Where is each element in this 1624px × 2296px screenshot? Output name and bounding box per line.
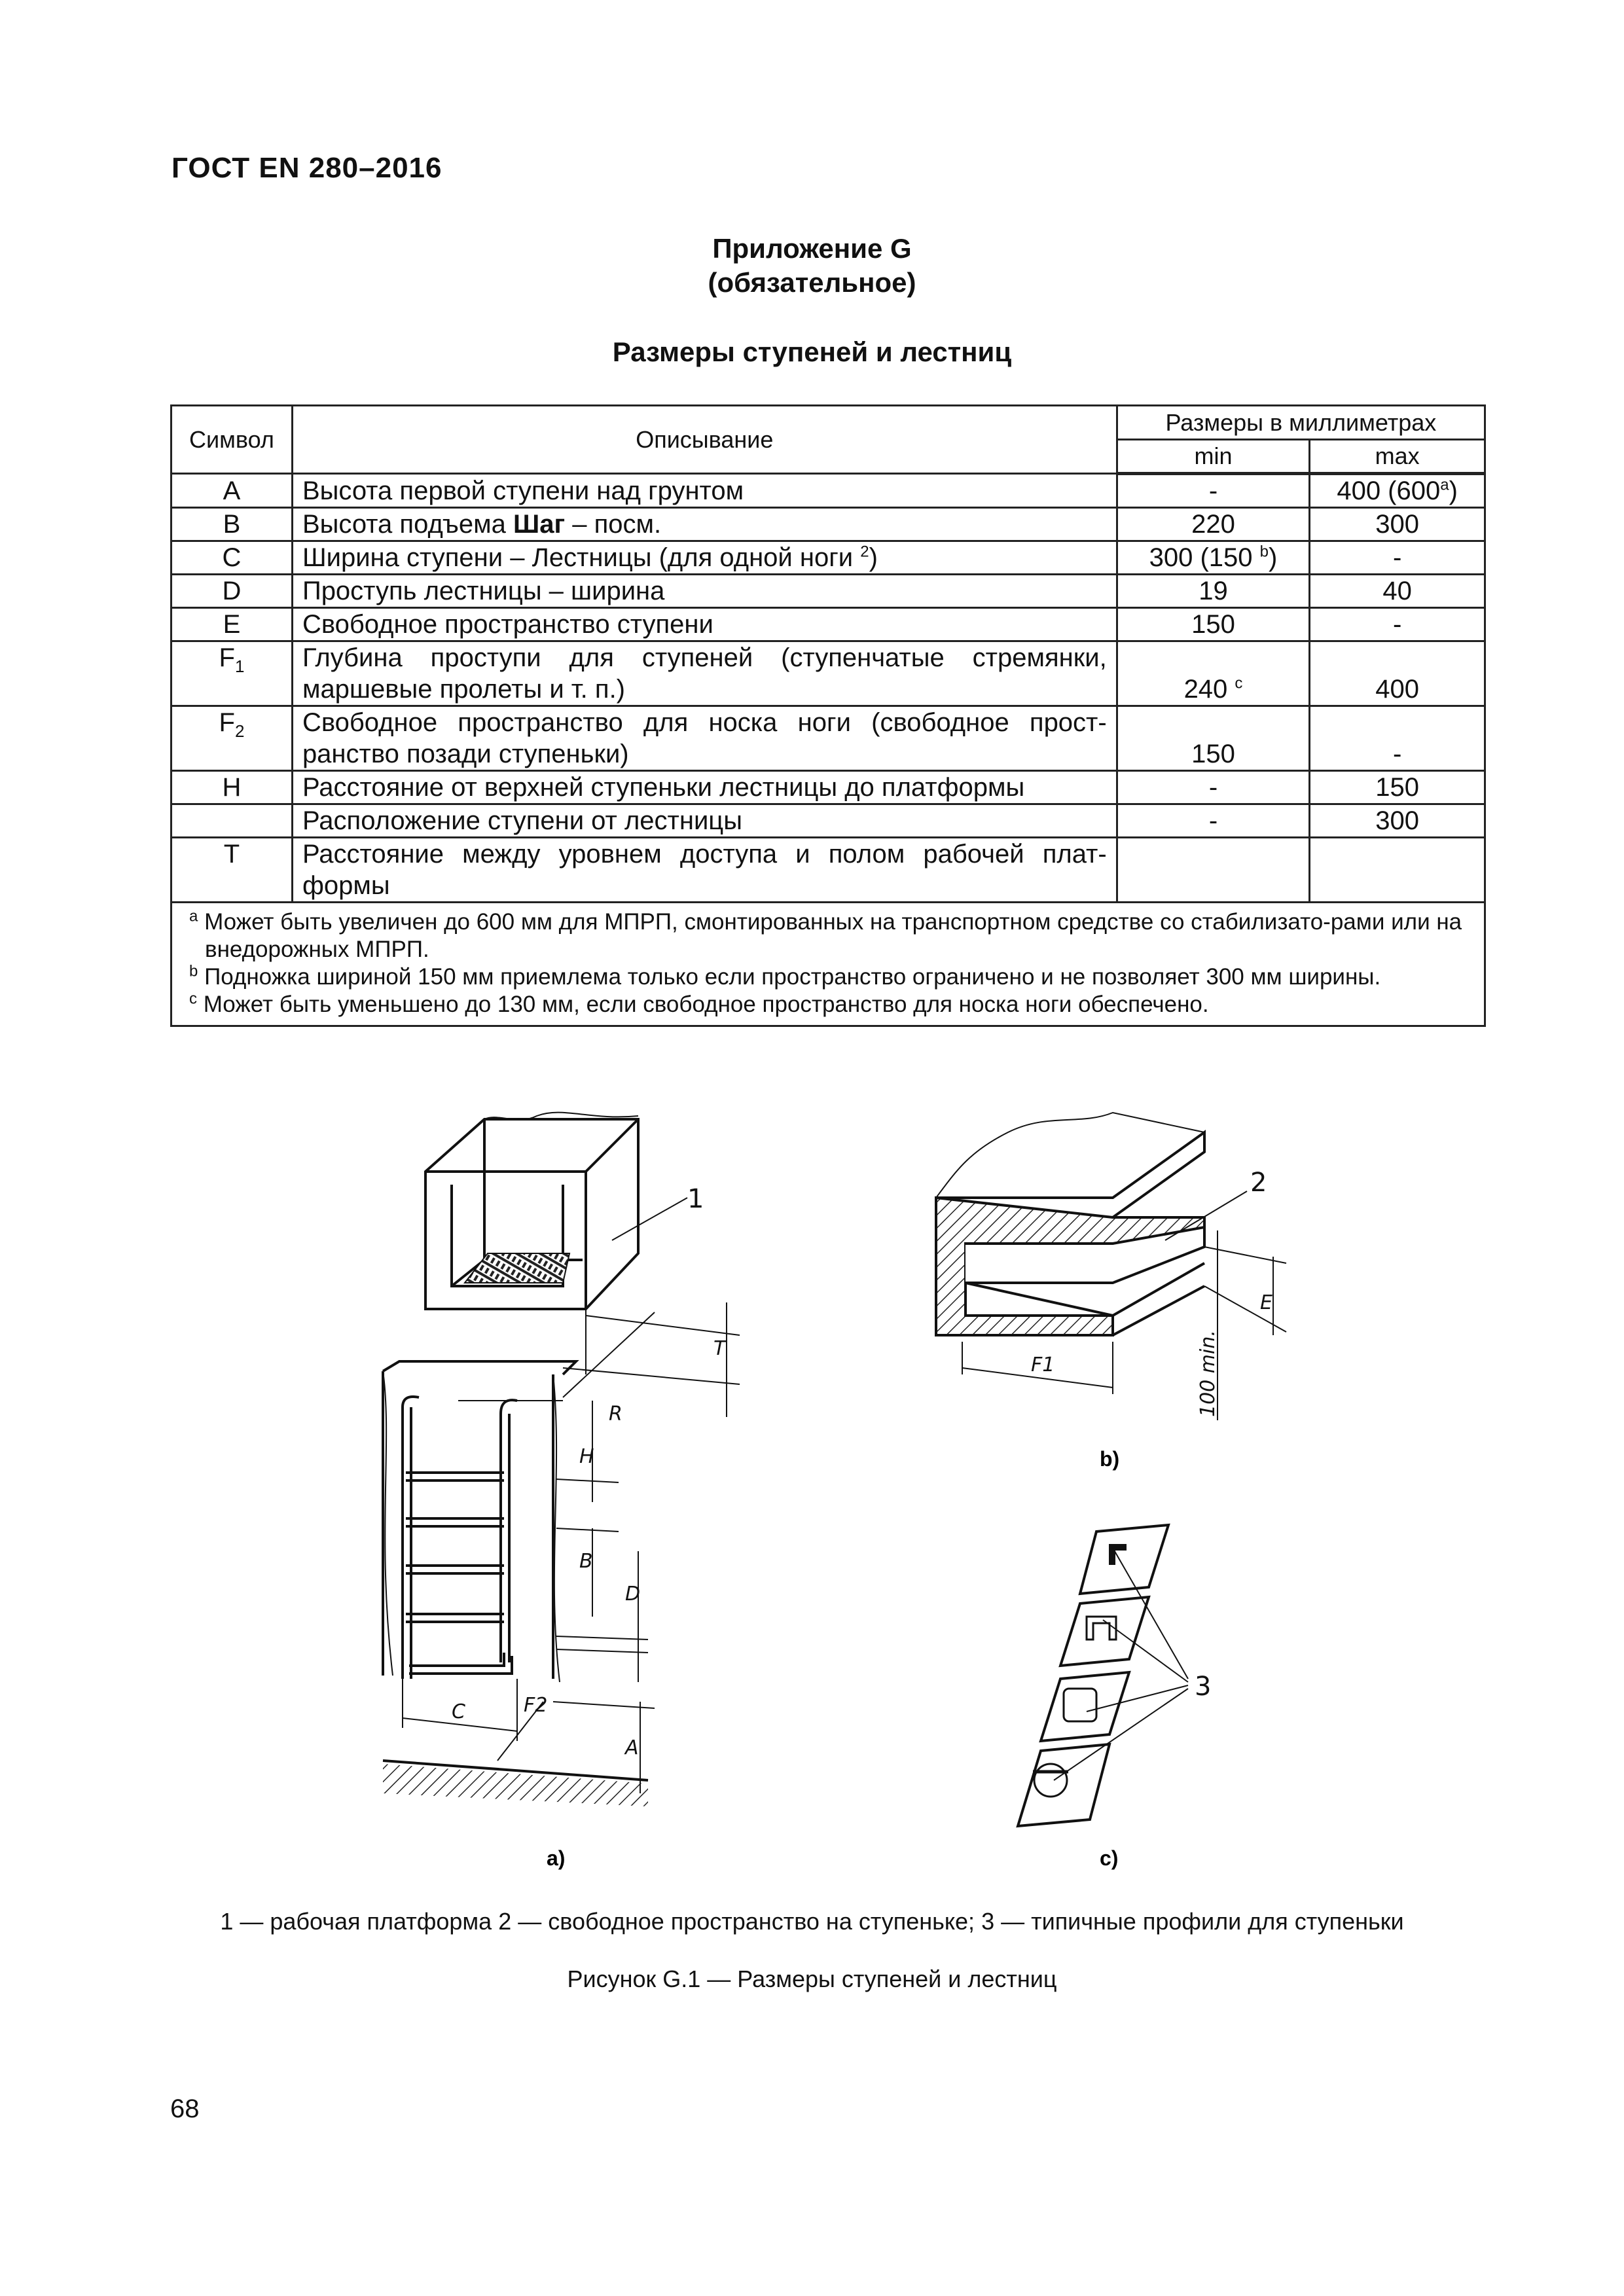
callout-1: 1 [687, 1184, 704, 1214]
row-min: 150 [1117, 608, 1310, 641]
row-max: 150 [1310, 771, 1485, 804]
note-mark: c [189, 990, 197, 1008]
panel-label-a: a) [547, 1846, 566, 1870]
row-min: - [1117, 771, 1310, 804]
panel-a-drawing [383, 1113, 740, 1806]
section-title: Размеры ступеней и лестниц [612, 336, 1012, 367]
row-max: - [1310, 706, 1485, 771]
dim-label-T: T [713, 1337, 726, 1360]
row-symbol: T [171, 838, 293, 903]
header-max: max [1310, 440, 1485, 474]
row-min: - [1117, 804, 1310, 838]
row-min: 220 [1117, 508, 1310, 541]
max-value: 400 (600 [1337, 476, 1441, 505]
note-text: Может быть увеличен до 600 мм для МПРП, смонтированных на транспортном средстве со стабилизато-рами или на внедорожных МПРП. [198, 909, 1462, 962]
row-max: - [1310, 608, 1485, 641]
header-symbol: Символ [171, 406, 293, 474]
callout-2: 2 [1250, 1168, 1267, 1198]
note-mark: b [189, 962, 198, 980]
ladder-rail [383, 1361, 576, 1374]
max-tail: ) [1449, 476, 1458, 505]
row-symbol: A [171, 474, 293, 508]
header-description: Описывание [292, 406, 1117, 474]
row-max: - [1310, 541, 1485, 575]
profile-card [1018, 1744, 1110, 1826]
desc-part: – посм. [565, 510, 662, 539]
footnote-mark: a [1440, 476, 1449, 494]
panel-label-b: b) [1100, 1447, 1120, 1471]
dim-label-B: B [579, 1550, 593, 1573]
row-symbol: E [171, 608, 293, 641]
dim-label-F2: F2 [524, 1694, 548, 1717]
desc-tail: ) [869, 543, 878, 572]
symbol-sub: 1 [234, 656, 245, 676]
desc-part: Ширина ступени – Лестницы (для одной ноги [302, 543, 861, 572]
row-description: Расстояние от верхней ступеньки лестницы до платформы [292, 771, 1117, 804]
note-text: Подножка шириной 150 мм приемлема только если пространство ограничено и не позволяет 300 мм ширины. [198, 964, 1381, 990]
page-number: 68 [170, 2094, 200, 2123]
row-symbol: B [171, 508, 293, 541]
header-min: min [1117, 440, 1310, 474]
row-min: 150 [1117, 706, 1310, 771]
row-min: 19 [1117, 575, 1310, 608]
document-code: ГОСТ EN 280–2016 [171, 152, 442, 184]
panel-c-drawing [1018, 1525, 1188, 1826]
symbol-letter: F [219, 708, 235, 737]
row-max: 40 [1310, 575, 1485, 608]
panel-label-c: c) [1100, 1846, 1119, 1870]
profile-card [1080, 1525, 1168, 1594]
profile-card [1041, 1672, 1129, 1741]
row-description: Проступь лестницы – ширина [292, 575, 1117, 608]
row-symbol: H [171, 771, 293, 804]
callout-3: 3 [1195, 1672, 1212, 1702]
dim-label-D: D [625, 1583, 641, 1605]
row-description: Высота первой ступени над грунтом [292, 474, 1117, 508]
symbol-letter: F [219, 643, 235, 672]
desc-part: Высота подъема [302, 510, 514, 539]
row-min: - [1117, 474, 1310, 508]
note-mark: a [189, 907, 198, 925]
min-value: 300 (150 [1149, 543, 1260, 572]
row-max: 400 [1310, 641, 1485, 706]
row-symbol: D [171, 575, 293, 608]
dim-label-A: A [625, 1736, 639, 1759]
row-max: 300 [1310, 804, 1485, 838]
header-dimensions: Размеры в миллиметрах [1117, 406, 1485, 440]
row-description: Расположение ступени от лестницы [292, 804, 1117, 838]
row-description: Свободное пространство ступени [292, 608, 1117, 641]
figure-caption: Рисунок G.1 — Размеры ступеней и лестниц [567, 1965, 1057, 1992]
footnote-mark: c [1235, 674, 1243, 692]
desc-bold: Шаг [513, 510, 566, 539]
min-tail: ) [1269, 543, 1278, 572]
annex-status: (обязательное) [708, 267, 916, 298]
row-max: 300 [1310, 508, 1485, 541]
annex-title: Приложение G [712, 233, 912, 264]
panel-b-drawing [936, 1113, 1286, 1420]
min-value: 240 [1183, 675, 1235, 704]
row-description: Глубина проступи для ступеней (ступенчатые стремянки, маршевые пролеты и т. п.) [292, 641, 1117, 706]
note-text: Может быть уменьшено до 130 мм, если свободное пространство для носка ноги обеспечено. [197, 992, 1209, 1017]
dim-label-F1: F1 [1031, 1354, 1055, 1376]
dim-label-C: C [452, 1700, 465, 1723]
dim-label-H: H [579, 1445, 594, 1468]
profile-card [1060, 1597, 1149, 1666]
dim-label-100-min: 100 min. [1197, 1330, 1219, 1417]
dim-label-E: E [1260, 1291, 1272, 1314]
symbol-sub: 2 [234, 721, 245, 741]
row-symbol: C [171, 541, 293, 575]
desc-sup: 2 [860, 543, 869, 561]
dim-label-R: R [609, 1403, 623, 1426]
figure-legend: 1 — рабочая платформа 2 — свободное пространство на ступеньке; 3 — типичные профили для ступеньки [220, 1908, 1404, 1935]
footnote-mark: b [1259, 543, 1269, 561]
row-description: Расстояние между уровнем доступа и полом рабочей плат-формы [292, 838, 1117, 903]
row-description: Свободное пространство для носка ноги (свободное прост-ранство позади ступеньки) [292, 706, 1117, 771]
